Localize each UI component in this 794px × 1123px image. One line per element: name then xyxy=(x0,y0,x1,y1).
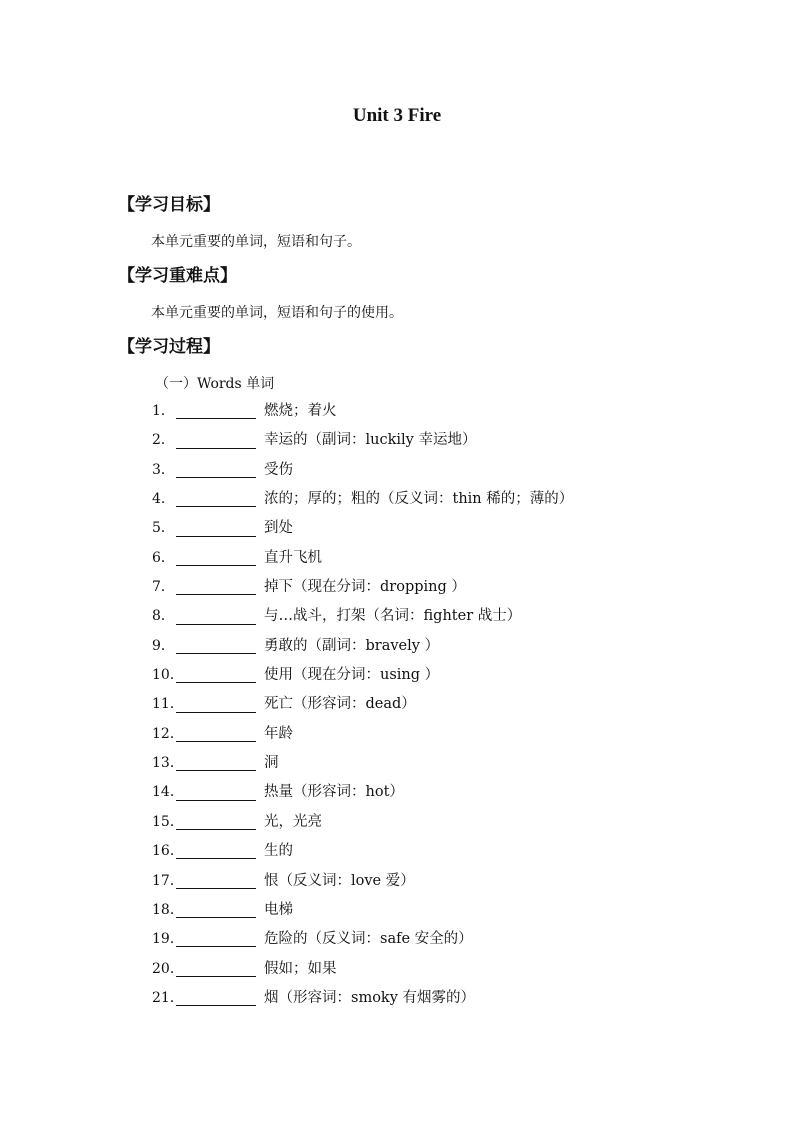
answer-blank[interactable] xyxy=(176,727,256,742)
learning-process-heading: 【学习过程】 xyxy=(118,337,220,357)
vocab-meaning: 死亡（形容词：dead） xyxy=(264,696,416,713)
vocab-item xyxy=(152,544,573,573)
vocab-item xyxy=(152,632,573,661)
vocab-meaning: 直升飞机 xyxy=(264,549,322,566)
vocab-item xyxy=(152,837,573,866)
vocab-meaning: 危险的（反义词：safe 安全的） xyxy=(264,931,473,948)
vocab-number: 8． xyxy=(152,608,175,625)
vocab-item xyxy=(152,426,573,455)
vocab-meaning: 烟（形容词：smoky 有烟雾的） xyxy=(264,989,476,1006)
answer-blank[interactable] xyxy=(176,991,256,1006)
vocab-number: 17． xyxy=(152,872,184,889)
answer-blank[interactable] xyxy=(176,492,256,507)
vocab-meaning: 使用（现在分词：using ） xyxy=(264,667,440,684)
answer-blank[interactable] xyxy=(176,903,256,918)
vocab-number: 9． xyxy=(152,637,175,654)
answer-blank[interactable] xyxy=(176,639,256,654)
vocab-item xyxy=(152,867,573,896)
answer-blank[interactable] xyxy=(176,404,256,419)
vocab-list xyxy=(152,397,573,1013)
answer-blank[interactable] xyxy=(176,962,256,977)
page-title: Unit 3 Fire xyxy=(352,105,442,126)
vocab-meaning: 到处 xyxy=(264,520,293,537)
vocab-meaning: 勇敢的（副词：bravely ） xyxy=(264,637,440,654)
answer-blank[interactable] xyxy=(176,610,256,625)
vocab-meaning: 燃烧；着火 xyxy=(264,403,337,419)
answer-blank[interactable] xyxy=(176,844,256,859)
vocab-meaning: 洞 xyxy=(264,755,279,772)
answer-blank[interactable] xyxy=(176,698,256,713)
answer-blank[interactable] xyxy=(176,874,256,889)
answer-blank[interactable] xyxy=(176,668,256,683)
answer-blank[interactable] xyxy=(176,580,256,595)
answer-blank[interactable] xyxy=(176,434,256,449)
learning-goal-text: 本单元重要的单词，短语和句子。 xyxy=(151,234,361,250)
vocab-number: 16． xyxy=(152,843,184,860)
vocab-number: 10． xyxy=(152,667,184,684)
answer-blank[interactable] xyxy=(176,932,256,947)
vocab-number: 20. xyxy=(152,960,175,977)
vocab-meaning: 幸运的（副词：luckily 幸运地） xyxy=(264,432,477,449)
vocab-item xyxy=(152,602,573,631)
vocab-number: 18． xyxy=(152,901,184,918)
vocab-meaning: 掉下（现在分词：dropping ） xyxy=(264,579,466,596)
vocab-item xyxy=(152,514,573,543)
vocab-number: 19． xyxy=(152,931,184,948)
vocab-item xyxy=(152,749,573,778)
vocab-number: 6． xyxy=(152,549,175,566)
vocab-meaning: 假如；如果 xyxy=(264,960,337,977)
vocab-number: 14． xyxy=(152,784,184,801)
vocab-item xyxy=(152,984,573,1013)
vocab-item xyxy=(152,896,573,925)
answer-blank[interactable] xyxy=(176,522,256,537)
answer-blank[interactable] xyxy=(176,463,256,478)
vocab-meaning: 与…战斗，打架（名词：fighter 战士） xyxy=(264,608,522,625)
vocab-number: 4． xyxy=(152,491,175,508)
vocab-number: 1． xyxy=(152,403,175,419)
vocab-meaning: 浓的；厚的；粗的（反义词：thin 稀的；薄的） xyxy=(264,491,574,508)
vocab-item xyxy=(152,397,573,426)
vocab-item xyxy=(152,720,573,749)
vocab-number: 3． xyxy=(152,461,175,478)
vocab-meaning: 年龄 xyxy=(264,725,293,742)
vocab-number: 7． xyxy=(152,579,175,596)
vocab-meaning: 恨（反义词：love 爱） xyxy=(264,872,415,889)
vocab-number: 21． xyxy=(152,989,184,1006)
answer-blank[interactable] xyxy=(176,551,256,566)
vocab-number: 12． xyxy=(152,725,184,742)
vocab-item xyxy=(152,690,573,719)
vocab-number: 5． xyxy=(152,520,175,537)
vocab-item xyxy=(152,456,573,485)
vocab-item xyxy=(152,925,573,954)
vocab-meaning: 热量（形容词：hot） xyxy=(264,784,404,801)
learning-goal-heading: 【学习目标】 xyxy=(118,195,220,215)
vocab-item xyxy=(152,485,573,514)
vocab-item xyxy=(152,661,573,690)
key-points-text: 本单元重要的单词，短语和句子的使用。 xyxy=(151,305,403,321)
vocab-item xyxy=(152,955,573,984)
vocab-number: 15． xyxy=(152,813,184,830)
words-section-label: （一）Words 单词 xyxy=(155,376,275,392)
vocab-number: 11． xyxy=(152,696,184,713)
vocab-meaning: 受伤 xyxy=(264,461,293,478)
vocab-item xyxy=(152,573,573,602)
answer-blank[interactable] xyxy=(176,756,256,771)
key-points-heading: 【学习重难点】 xyxy=(118,266,237,286)
vocab-number: 13． xyxy=(152,755,184,772)
vocab-number: 2． xyxy=(152,432,175,449)
vocab-meaning: 光，光亮 xyxy=(264,813,322,830)
answer-blank[interactable] xyxy=(176,786,256,801)
vocab-meaning: 电梯 xyxy=(264,901,293,918)
answer-blank[interactable] xyxy=(176,815,256,830)
vocab-item xyxy=(152,778,573,807)
vocab-item xyxy=(152,808,573,837)
vocab-meaning: 生的 xyxy=(264,843,293,860)
